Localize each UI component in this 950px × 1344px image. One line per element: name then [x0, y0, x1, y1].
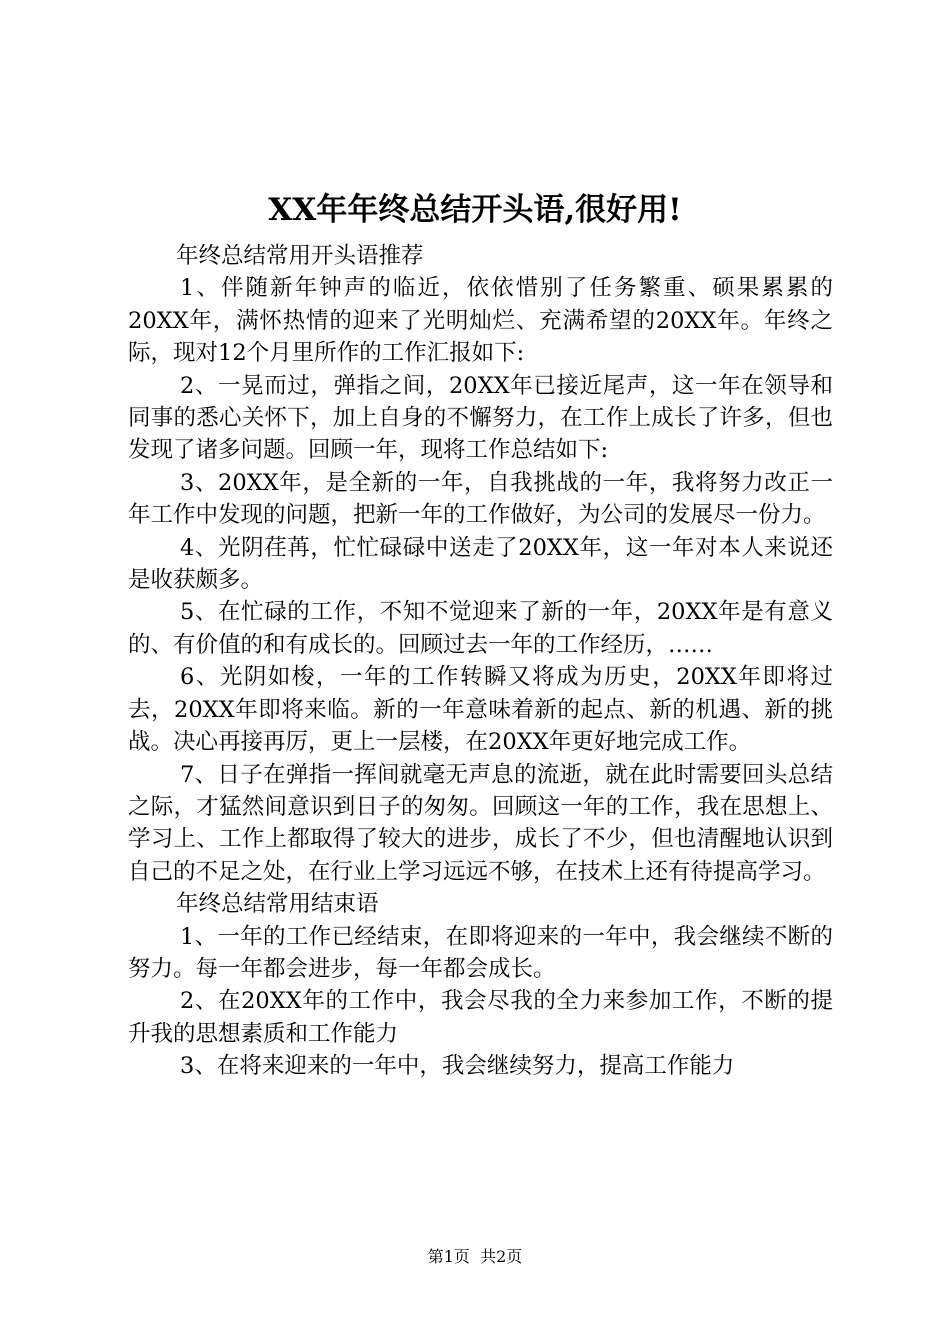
- section-heading-opening: 年终总结常用开头语推荐: [176, 243, 424, 269]
- section-heading-closing: 年终总结常用结束语: [176, 891, 379, 918]
- page-number-total: 共2页: [480, 1247, 523, 1266]
- opening-item-2: 2、一晃而过，弹指之间，20XX年已接近尾声，这一年在领导和同事的悉心关怀下，加上自身的不懈努力，在工作上成长了许多，但也发现了诸多问题。回顾一年，现将工作总结如下:: [128, 372, 833, 464]
- opening-item-7: 7、日子在弹指一挥间就毫无声息的流逝，就在此时需要回头总结之际，才猛然间意识到日子的匆匆。回顾这一年的工作，我在思想上、学习上、工作上都取得了较大的进步，成长了不少，但也清醒地认识到自己的不足之处，在行业上学习远远不够，在技术上还有待提高学习。: [128, 761, 833, 885]
- footer-spacer: [470, 1247, 480, 1266]
- page-footer: [0, 1246, 950, 1268]
- closing-item-2: 2、在20XX年的工作中，我会尽我的全力来参加工作，不断的提升我的思想素质和工作能力: [128, 988, 833, 1047]
- opening-item-4: 4、光阴荏苒，忙忙碌碌中送走了20XX年，这一年对本人来说还是收获颇多。: [128, 534, 833, 594]
- opening-item-6: 6、光阴如梭，一年的工作转瞬又将成为历史，20XX年即将过去，20XX年即将来临。新的一年意味着新的起点、新的机遇、新的挑战。决心再接再厉，更上一层楼，在20XX年更好地完成工作。: [128, 664, 833, 756]
- closing-item-3: 3、在将来迎来的一年中，我会继续努力，提高工作能力: [180, 1053, 735, 1080]
- closing-item-1: 1、一年的工作已经结束，在即将迎来的一年中，我会继续不断的努力。每一年都会进步，每一年都会成长。: [128, 923, 833, 982]
- document-body: [128, 240, 833, 1083]
- opening-item-3: 3、20XX年，是全新的一年，自我挑战的一年，我将努力改正一年工作中发现的问题，把新一年的工作做好，为公司的发展尽一份力。: [128, 469, 833, 529]
- opening-item-1: 1、伴随新年钟声的临近，依依惜别了任务繁重、硕果累累的20XX年，满怀热情的迎来了光明灿烂、充满希望的20XX年。年终之际，现对12个月里所作的工作汇报如下:: [128, 275, 833, 367]
- opening-item-5: 5、在忙碌的工作，不知不觉迎来了新的一年，20XX年是有意义的、有价值的和有成长的。回顾过去一年的工作经历，……: [128, 599, 833, 658]
- page-number-current: 第1页: [427, 1247, 470, 1266]
- document-title: XX年年终总结开头语,很好用!: [268, 192, 682, 228]
